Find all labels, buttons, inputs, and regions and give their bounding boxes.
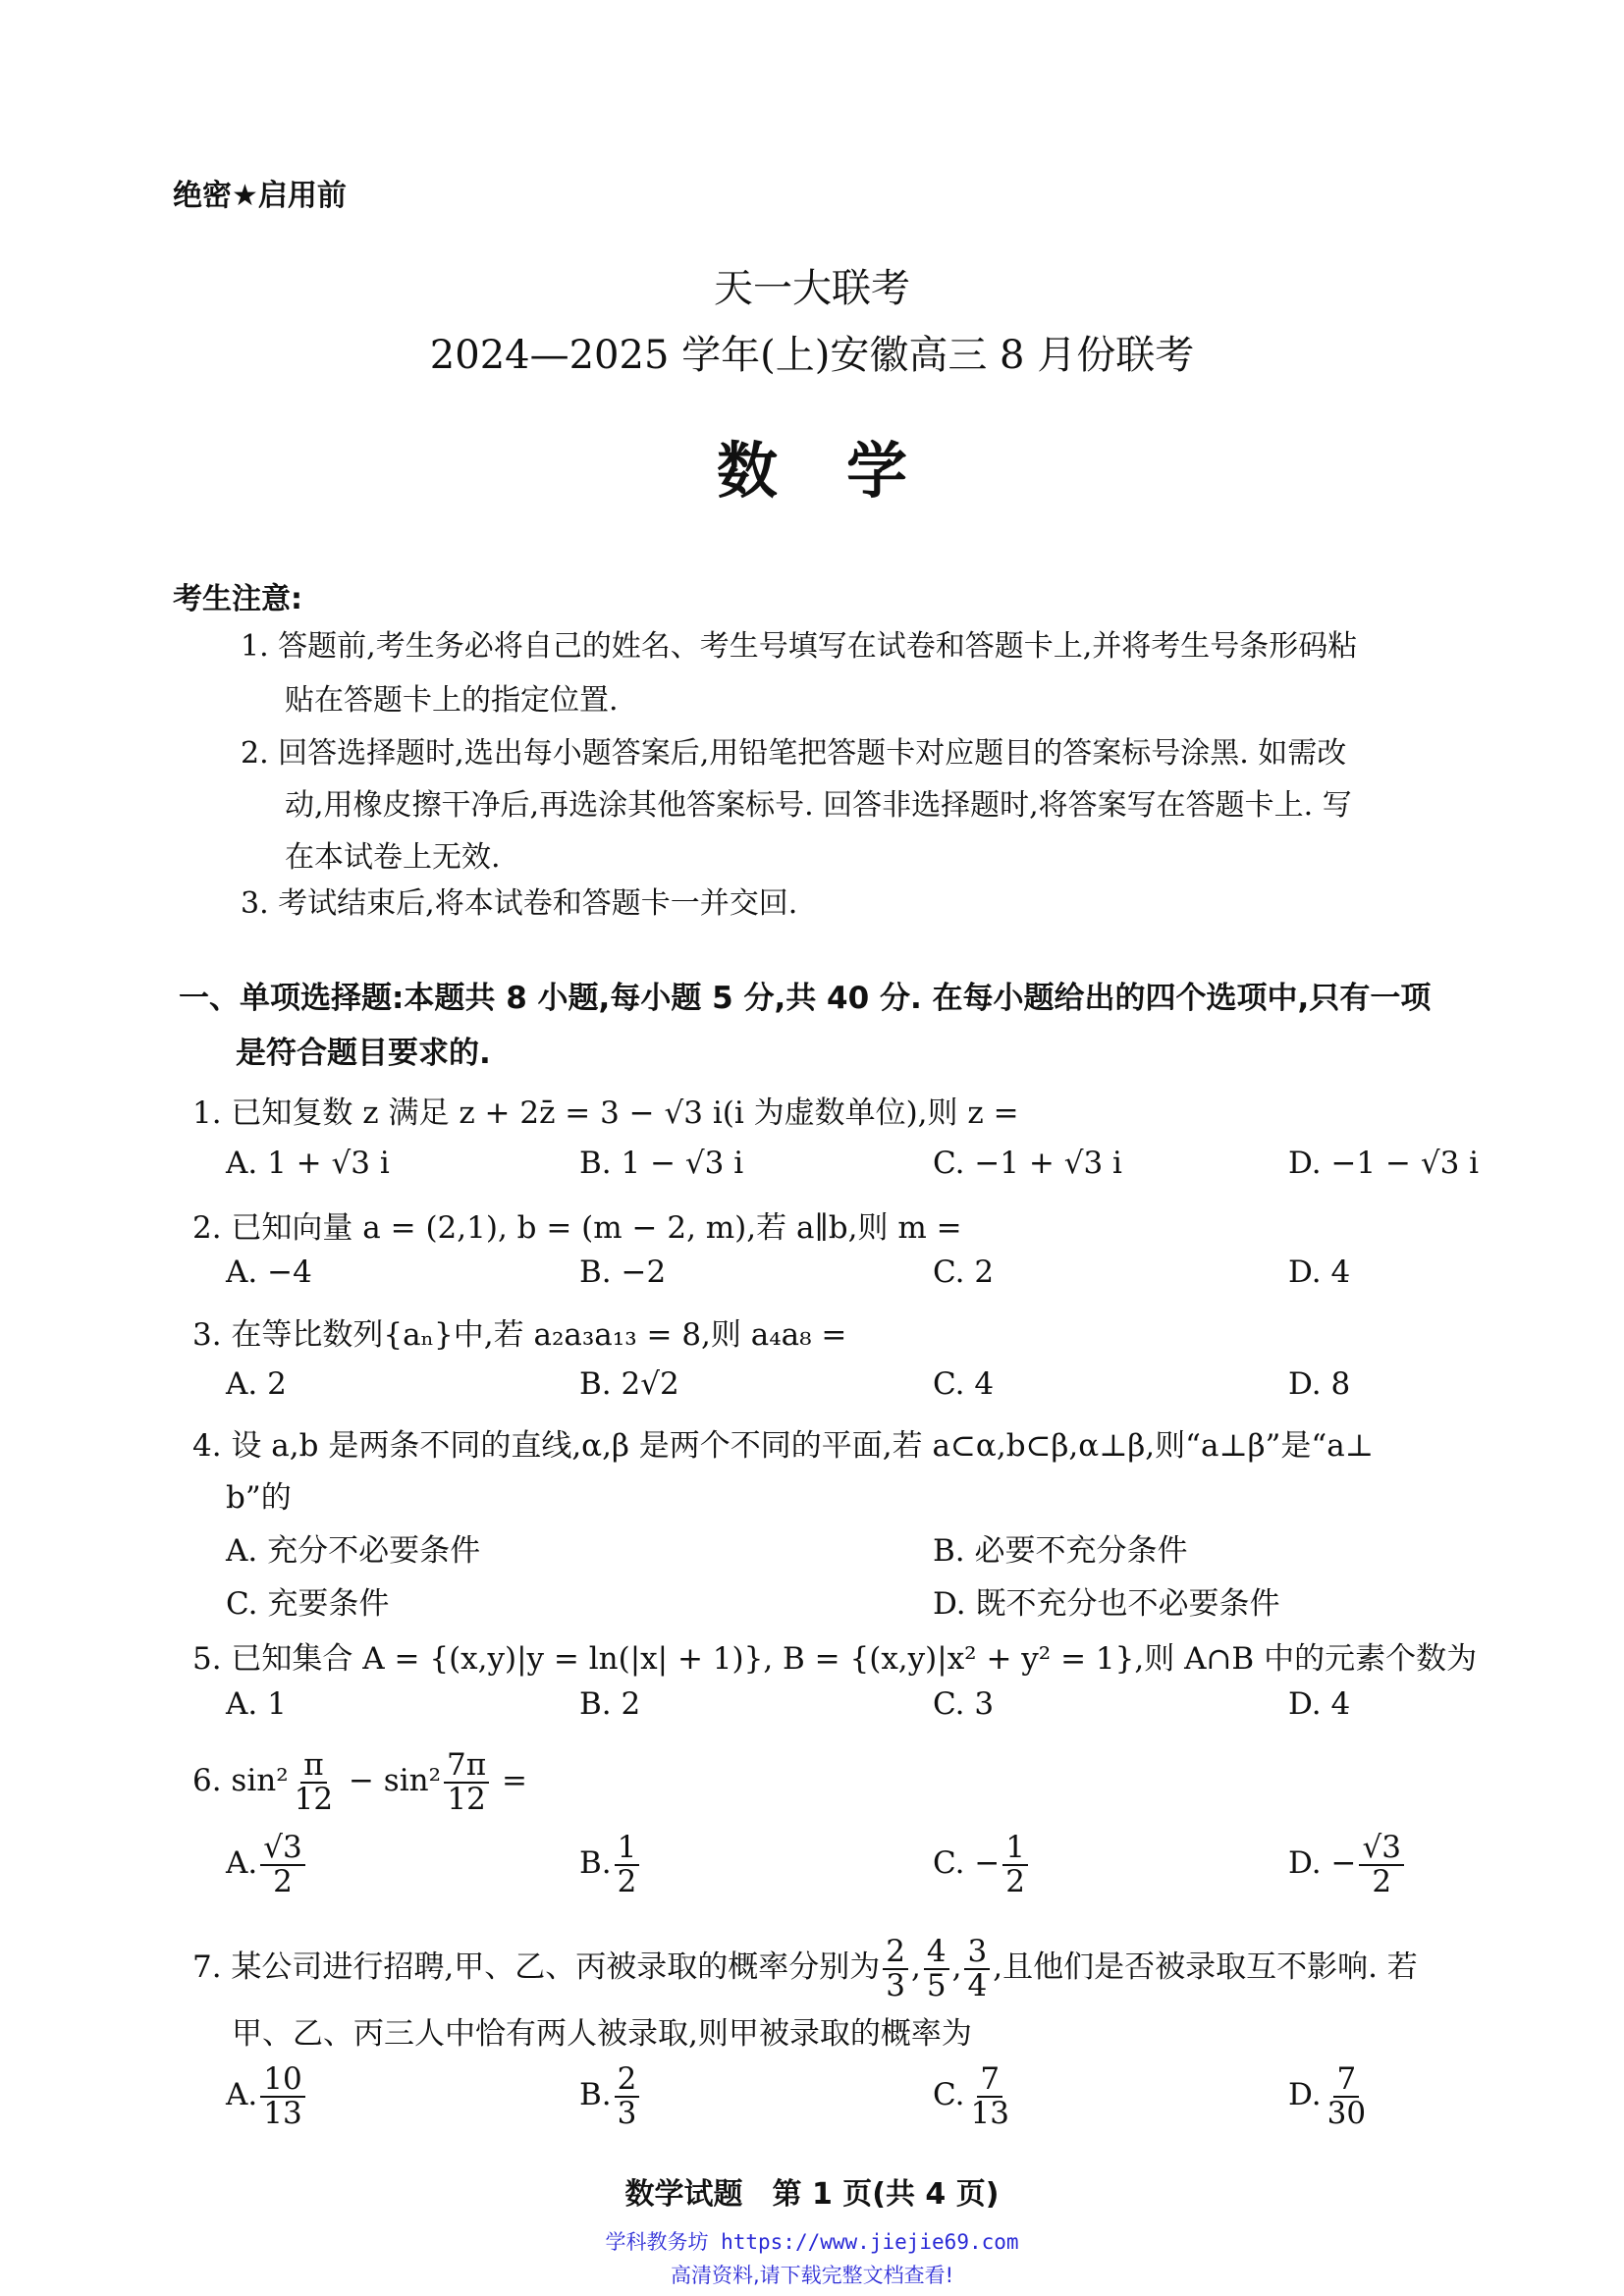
notice-line: 1. 答题前,考生务必将自己的姓名、考生号填写在试卷和答题卡上,并将考生号条形码粘 bbox=[241, 629, 1358, 664]
notice-line: 动,用橡皮擦干净后,再选涂其他答案标号. 回答非选择题时,将答案写在答题卡上. 写 bbox=[285, 788, 1352, 823]
q2-option-a: A. −4 bbox=[226, 1255, 312, 1290]
q4-option-a: A. 充分不必要条件 bbox=[226, 1533, 481, 1569]
q3-option-a: A. 2 bbox=[226, 1366, 287, 1402]
notice-line: 贴在答题卡上的指定位置. bbox=[285, 683, 619, 718]
q6-option-c: C. − $\frac{1}{2}$ bbox=[933, 1832, 1031, 1897]
notice-line: 在本试卷上无效. bbox=[285, 840, 501, 875]
q5-option-a: A. 1 bbox=[226, 1686, 287, 1722]
q4-option-d: D. 既不充分也不必要条件 bbox=[933, 1586, 1280, 1622]
q5-option-c: C. 3 bbox=[933, 1686, 995, 1722]
q6-option-a: A. $\frac{√3}{2}$ bbox=[226, 1832, 308, 1897]
subject-title: 数学 bbox=[716, 435, 976, 507]
question-2-stem: 2. 已知向量 a = (2,1), b = (m − 2, m),若 a∥b,则 m = bbox=[192, 1210, 962, 1246]
q3-option-d: D. 8 bbox=[1288, 1366, 1351, 1402]
fraction: $\frac{7\pi}{12}$ bbox=[444, 1749, 489, 1815]
question-7-stem-cont: 甲、乙、丙三人中恰有两人被录取,则甲被录取的概率为 bbox=[232, 2016, 972, 2052]
q6-option-d: D. − $\frac{√3}{2}$ bbox=[1288, 1832, 1407, 1897]
q7-option-c: C. $\frac{7}{13}$ bbox=[933, 2061, 1009, 2131]
q7-option-d: D. $\frac{7}{30}$ bbox=[1288, 2061, 1367, 2131]
q1-option-c: C. −1 + √3 i bbox=[933, 1146, 1122, 1181]
section-heading: 一、单项选择题:本题共 8 小题,每小题 5 分,共 40 分. 在每小题给出的四个选项中,只有一项 bbox=[179, 981, 1432, 1016]
notice-heading: 考生注意: bbox=[173, 582, 302, 616]
q6-option-b: B. $\frac{1}{2}$ bbox=[579, 1832, 642, 1897]
q1-option-b: B. 1 − √3 i bbox=[579, 1146, 744, 1181]
question-4-stem-cont: b”的 bbox=[226, 1480, 292, 1516]
notice-line: 3. 考试结束后,将本试卷和答题卡一并交回. bbox=[241, 886, 798, 921]
q3-option-b: B. 2√2 bbox=[579, 1366, 679, 1402]
organizer-title: 天一大联考 bbox=[714, 266, 910, 311]
watermark-note: 高清资料,请下载完整文档查看! bbox=[670, 2264, 954, 2287]
q1-option-d: D. −1 − √3 i bbox=[1288, 1146, 1480, 1181]
q5-option-b: B. 2 bbox=[579, 1686, 641, 1722]
q2-option-c: C. 2 bbox=[933, 1255, 995, 1290]
q2-option-b: B. −2 bbox=[579, 1255, 667, 1290]
page-footer: 数学试题 第 1 页(共 4 页) bbox=[624, 2177, 1000, 2212]
question-3-stem: 3. 在等比数列{aₙ}中,若 a₂a₃a₁₃ = 8,则 a₄a₈ = bbox=[192, 1317, 847, 1353]
question-5-stem: 5. 已知集合 A = {(x,y)|y = ln(|x| + 1)}, B = {(x,y)|x² + y² = 1},则 A∩B 中的元素个数为 bbox=[192, 1641, 1478, 1677]
question-6-stem: 6. sin² $\frac{\pi}{12}$ − sin² $\frac{7\pi}{12}$ = bbox=[192, 1747, 527, 1817]
exam-title: 2024—2025 学年(上)安徽高三 8 月份联考 bbox=[429, 333, 1195, 378]
confidential-label: 绝密★启用前 bbox=[173, 179, 347, 213]
question-4-stem: 4. 设 a,b 是两条不同的直线,α,β 是两个不同的平面,若 a⊂α,b⊂β,α⊥β,则“a⊥β”是“a⊥ bbox=[192, 1428, 1374, 1464]
q4-option-b: B. 必要不充分条件 bbox=[933, 1533, 1188, 1569]
q7-option-a: A. $\frac{10}{13}$ bbox=[226, 2063, 308, 2129]
question-1-stem: 1. 已知复数 z 满足 z + 2z̄ = 3 − √3 i(i 为虚数单位),则 z = bbox=[192, 1095, 1019, 1131]
q4-option-c: C. 充要条件 bbox=[226, 1586, 390, 1622]
q3-option-c: C. 4 bbox=[933, 1366, 995, 1402]
watermark-link[interactable]: 学科教务坊 https://www.jiejie69.com bbox=[605, 2230, 1019, 2254]
q7-option-b: B. $\frac{2}{3}$ bbox=[579, 2063, 642, 2129]
section-heading-cont: 是符合题目要求的. bbox=[236, 1036, 491, 1071]
notice-line: 2. 回答选择题时,选出每小题答案后,用铅笔把答题卡对应题目的答案标号涂黑. 如需改 bbox=[241, 736, 1347, 771]
fraction: $\frac{\pi}{12}$ bbox=[294, 1747, 334, 1817]
q2-option-d: D. 4 bbox=[1288, 1255, 1351, 1290]
q1-option-a: A. 1 + √3 i bbox=[226, 1146, 390, 1181]
q5-option-d: D. 4 bbox=[1288, 1686, 1351, 1722]
question-7-stem: 7. 某公司进行招聘,甲、乙、丙被录取的概率分别为 $\frac{2}{3}$ , $\frac{4}{5}$ , $\frac{3}{4}$ ,且他们是否被录取互不影响. 若 bbox=[192, 1934, 1418, 2003]
